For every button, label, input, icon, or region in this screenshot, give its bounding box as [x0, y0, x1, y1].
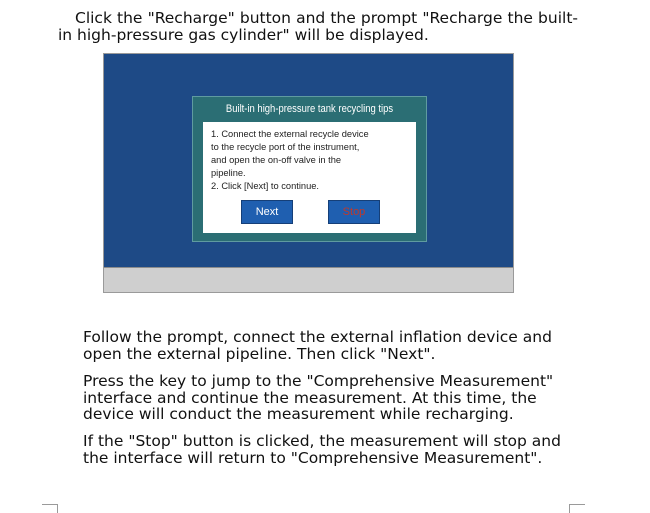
dialog-title: Built-in high-pressure tank recycling tips [225, 103, 394, 115]
tip-line: 2. Click [Next] to continue. [211, 181, 319, 191]
page-corner-mark-right [569, 504, 585, 513]
tip-line: 1. Connect the external recycle device [211, 129, 369, 139]
status-bar [104, 267, 513, 292]
stop-button[interactable]: Stop [328, 200, 380, 224]
tip-line: and open the on-off valve in the [211, 155, 342, 165]
instruction-paragraph: Press the key to jump to the "Comprehensive Measurement" interface and continue the measurement. At this time, the device will conduct the measurement while recharging. [83, 372, 554, 423]
tip-line: to the recycle port of the instrument, [211, 142, 360, 152]
tips-list [211, 128, 408, 193]
instruction-paragraph: If the "Stop" button is clicked, the measurement will stop and the interface will return to "Comprehensive Measurement". [83, 432, 561, 467]
instrument-screenshot [103, 53, 514, 293]
instrument-screen [104, 54, 513, 267]
instruction-paragraph: Follow the prompt, connect the external inflation device and open the external pipeline. Then click "Next". [83, 328, 552, 363]
intro-paragraph: Click the "Recharge" button and the prompt "Recharge the built-in high-pressure gas cylinder" will be displayed. [58, 9, 578, 44]
tip-line: pipeline. [211, 168, 246, 178]
next-button[interactable]: Next [241, 200, 293, 224]
dialog-body [203, 122, 416, 233]
recycling-tips-dialog [192, 96, 427, 242]
page-corner-mark-left [42, 504, 58, 513]
